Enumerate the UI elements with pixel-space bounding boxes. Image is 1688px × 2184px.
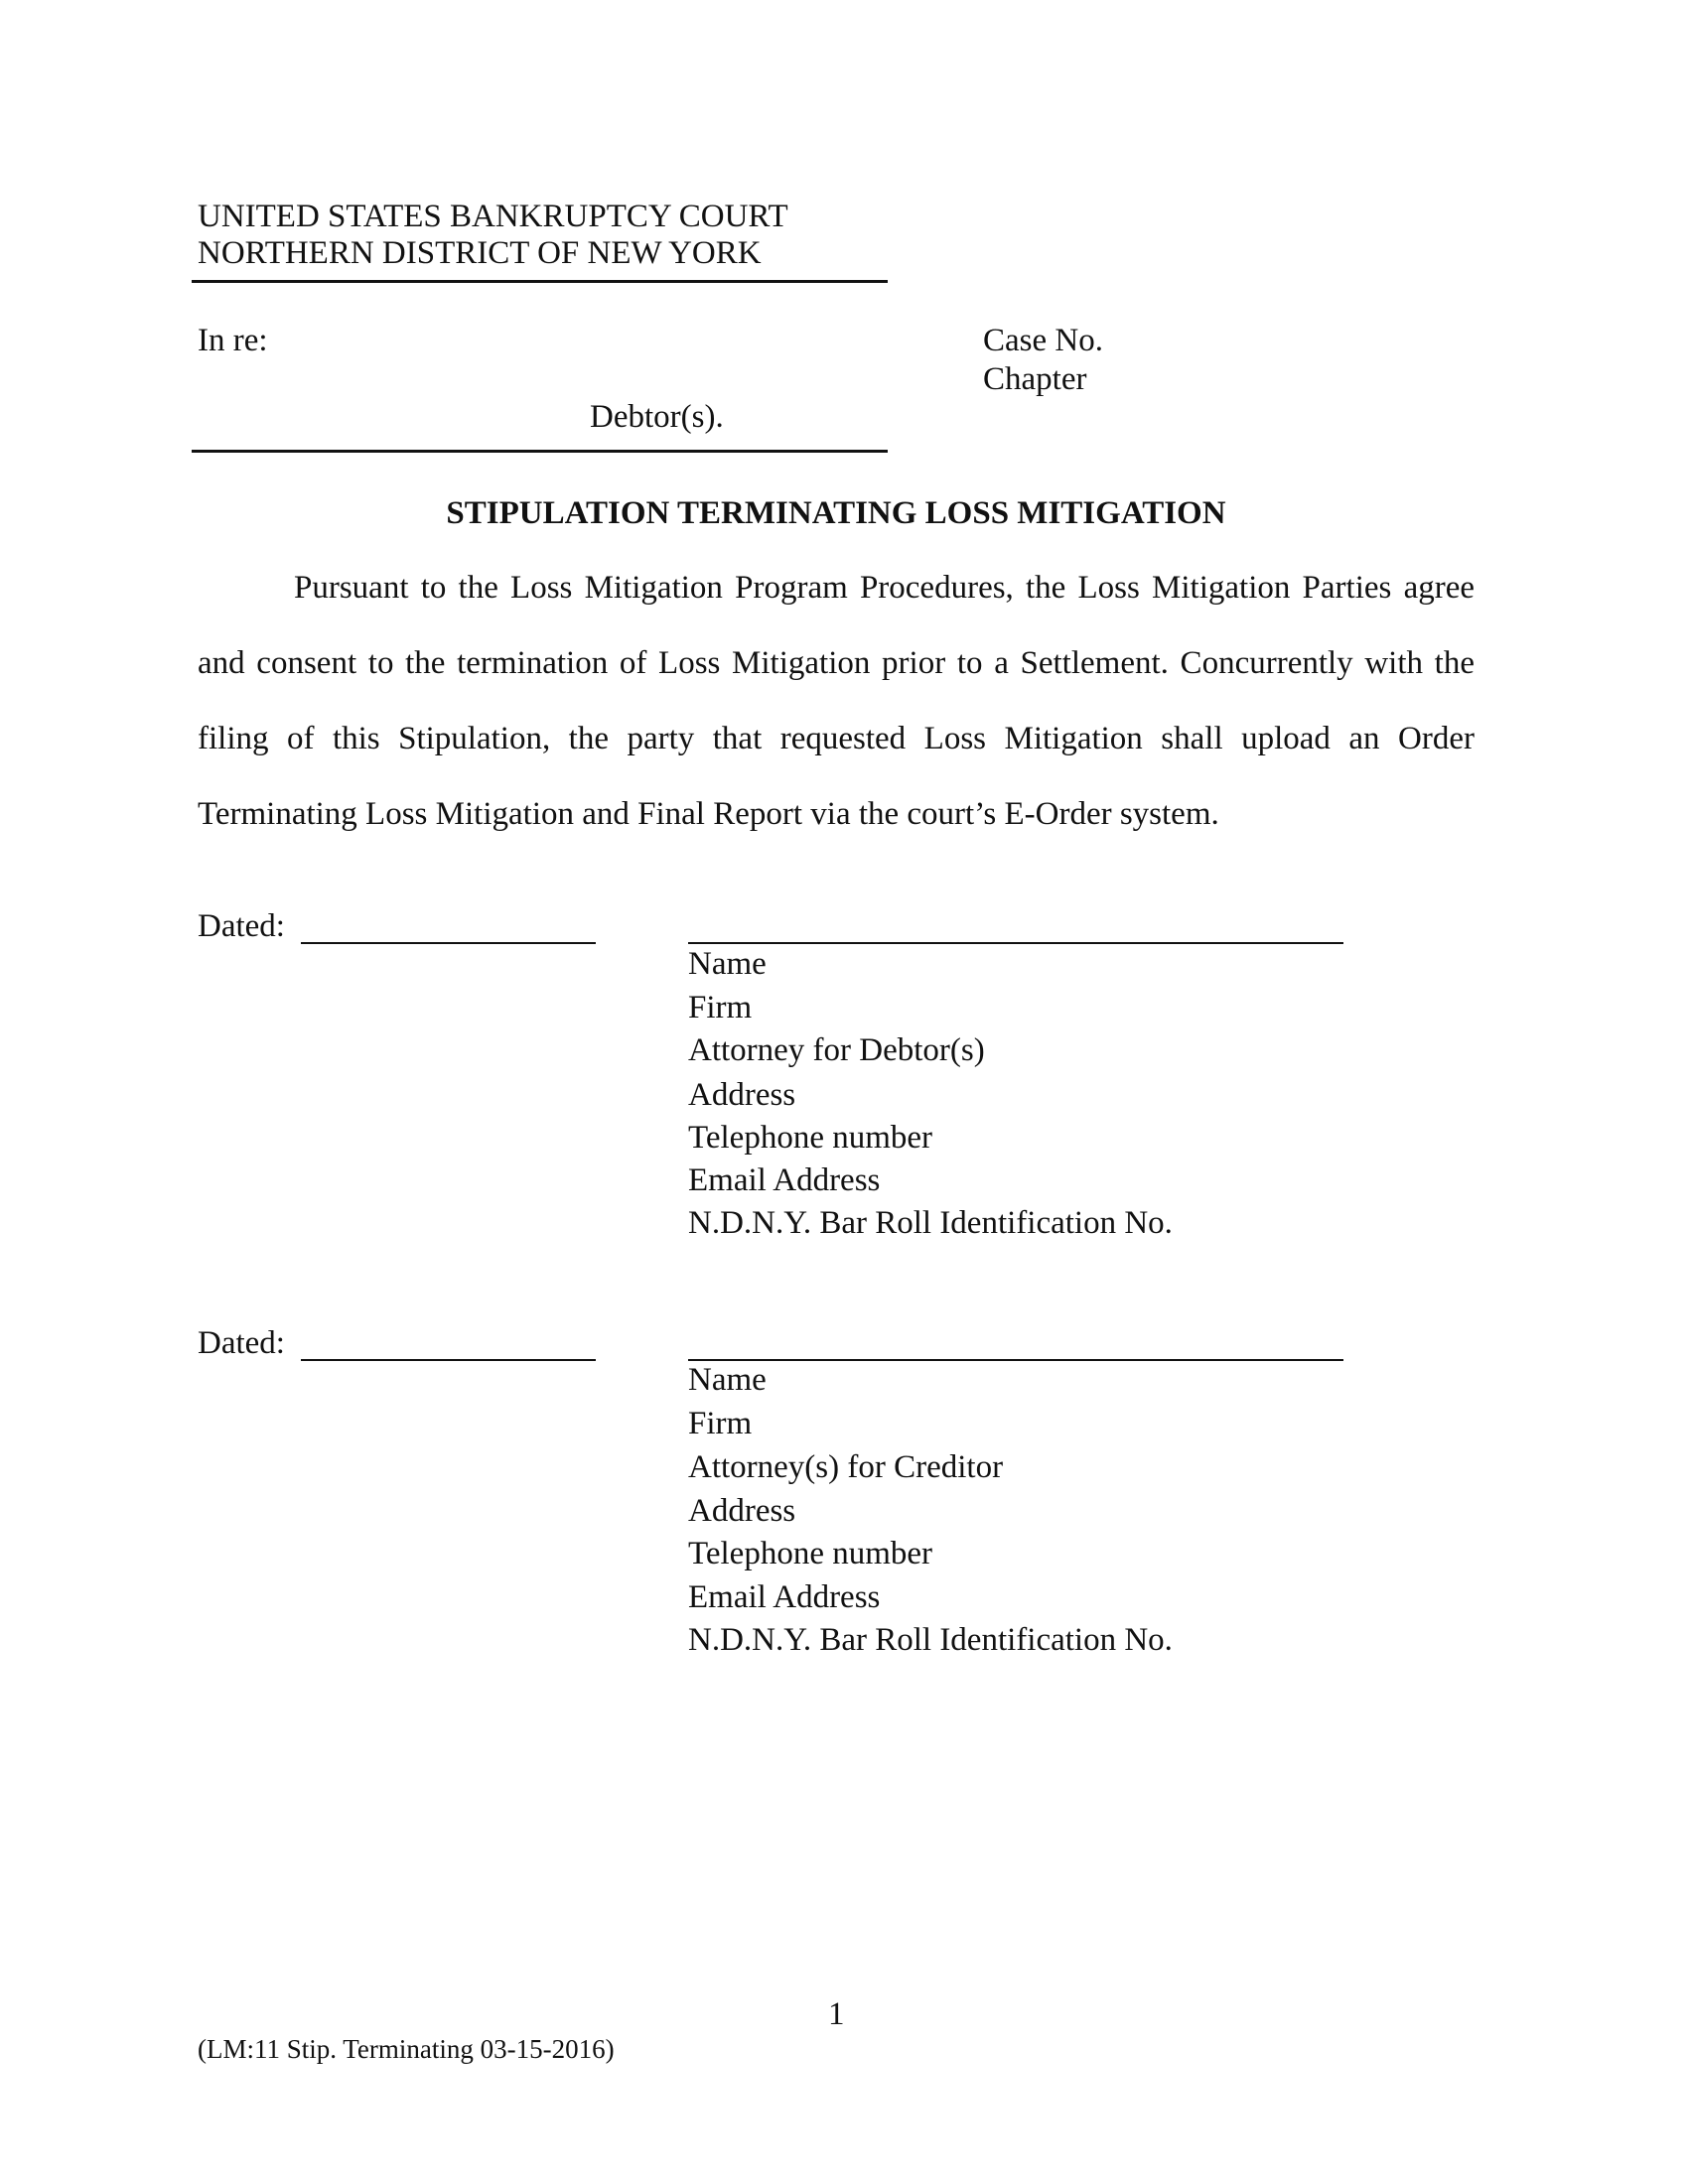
signer-role: Attorney for Debtor(s) bbox=[688, 1032, 985, 1068]
in-re-label: In re: bbox=[198, 323, 268, 358]
signature-line[interactable] bbox=[688, 942, 1343, 944]
debtors-label: Debtor(s). bbox=[590, 399, 724, 435]
body-text: Pursuant to the Loss Mitigation Program Procedures, the Loss Mitigation Parties agree and consent to the termination of Loss Mitigation prior to a Settlement. Concurrently with the filing of this Stipulation, the party that requested Loss Mitigation shall upload an Order Terminating Loss Mitigation and Final Report via the court’s E-Order system. bbox=[198, 570, 1475, 832]
signer-bar-roll: N.D.N.Y. Bar Roll Identification No. bbox=[688, 1205, 1173, 1241]
header-rule bbox=[192, 280, 888, 283]
document-title: STIPULATION TERMINATING LOSS MITIGATION bbox=[446, 495, 1226, 531]
date-field-line[interactable] bbox=[301, 1359, 596, 1361]
signer-firm: Firm bbox=[688, 1406, 753, 1441]
signature-line[interactable] bbox=[688, 1359, 1343, 1361]
signer-email: Email Address bbox=[688, 1579, 881, 1615]
caption-rule bbox=[192, 450, 888, 453]
form-footer: (LM:11 Stip. Terminating 03-15-2016) bbox=[198, 2034, 615, 2064]
signer-name: Name bbox=[688, 946, 767, 982]
dated-label: Dated: bbox=[198, 1325, 285, 1361]
signer-email: Email Address bbox=[688, 1162, 881, 1198]
signer-name: Name bbox=[688, 1362, 767, 1398]
chapter-label: Chapter bbox=[983, 361, 1087, 397]
dated-label: Dated: bbox=[198, 908, 285, 944]
date-field-line[interactable] bbox=[301, 942, 596, 944]
signer-telephone: Telephone number bbox=[688, 1536, 933, 1571]
signer-role: Attorney(s) for Creditor bbox=[688, 1449, 1004, 1485]
signer-telephone: Telephone number bbox=[688, 1120, 933, 1156]
body-paragraph bbox=[198, 550, 1475, 852]
signer-firm: Firm bbox=[688, 990, 753, 1025]
signer-address: Address bbox=[688, 1077, 796, 1113]
signer-bar-roll: N.D.N.Y. Bar Roll Identification No. bbox=[688, 1622, 1173, 1658]
page-number: 1 bbox=[828, 1996, 845, 2032]
case-number-label: Case No. bbox=[983, 323, 1103, 358]
court-district: NORTHERN DISTRICT OF NEW YORK bbox=[198, 235, 762, 271]
signer-address: Address bbox=[688, 1493, 796, 1529]
court-name: UNITED STATES BANKRUPTCY COURT bbox=[198, 199, 788, 234]
